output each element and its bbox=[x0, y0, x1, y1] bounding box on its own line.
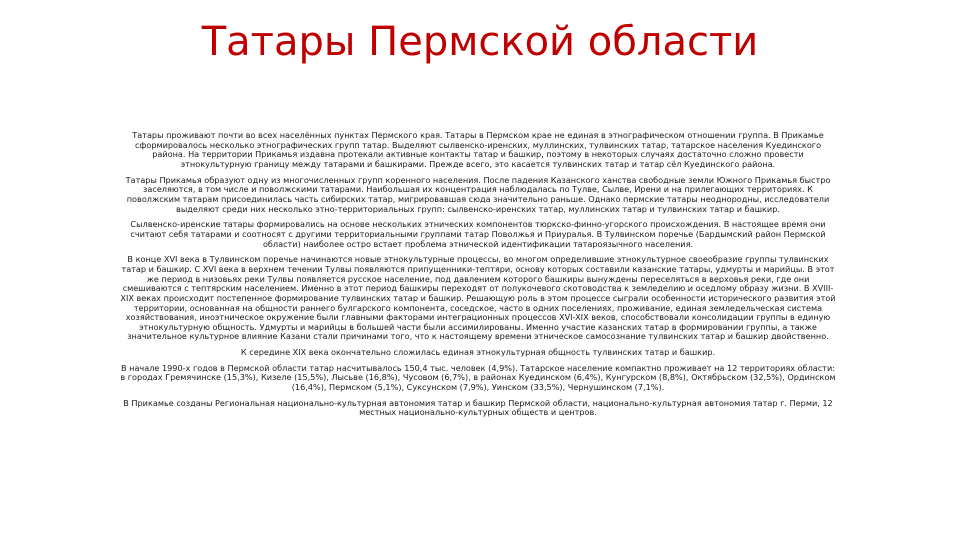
paragraph: В начале 1990-х годов в Пермской области татар насчитывалось 150,4 тыс. человек (4,9%). Татарское население компактно проживает на 12 территориях области: в городах Гремячинске (15,3%), Кизеле (15,5%), Лысьве (16,8%), Чусовом (6,7%), в районах Куединском (6,4%), Кунгурском (8,8%), Октябрьском (32,5%), Ординском (16,4%), Пермском (5,1%), Суксунском (7,9%), Уинском (33,5%), Чернушинском (7,1%). bbox=[120, 362, 836, 393]
page-title: Татары Пермской области bbox=[201, 19, 759, 65]
paragraph: Татары Прикамья образуют одну из многочисленных групп коренного населения. После падения Казанского ханства свободные земли Южного Прикамья быстро заселяются, в том числе и поволжскими татарами. Наибольшая их концентрация наблюдалась по Тулве, Сылве, Ирени и на прилегающих территориях. К поволжским татарам присоединилась часть сибирских татар, мигрировавшая сюда значительно раньше. Однако пермские татары неоднородны, исследователи выделяют среди них несколько этно-территориальных групп: сылвенско-иренских татар, муллинских татар и тулвинских татар и башкир. bbox=[125, 174, 831, 214]
paragraph: В конце XVI века в Тулвинском поречье начинаются новые этнокультурные процессы, во многом определившие этнокультурное своеобразие группы тулвинских татар и башкир. С XVI века в верхнем течении Тулвы появляются припущенники-тептяри, основу которых составили казанские татары, удмурты и марийцы. В этот же период в низовьях реки Тулвы появляется русское население, под давлением которого башкиры вынуждены переселяться в верховья реки, где они смешиваются с тептярским населением. Именно в этот период башкиры переходят от полукочевого скотоводства к земледелию и оседлому образу жизни. В XVIII-XIX веках происходит постепенное формирование тулвинских татар и башкир. Решающую роль в этом процессе сыграли особенности исторического развития этой территории, основанная на общности раннего булгарского компонента, соседское, часто в одних поселениях, проживание, единая земледельческая система хозяйствования, иноэтническое окружение были главными факторами интеграционных процессов XVI-XIX веков, способствовали консолидации группы в единую этнокультурную общность. Удмурты и марийцы в большей части были ассимилированы. Именно участие казанских татар в формировании группы, а также значительное культурное влияние Казани стали причинами того, что к настоящему времени этническое самосознание тулвинских татар и башкир двойственно. bbox=[120, 254, 836, 342]
paragraph: Сылвенско-иренские татары формировались на основе нескольких этнических компонентов тюркско-финно-угорского происхождения. В настоящее время они считают себя татарами и соотносят с другими территориальными группами татар Поволжья и Приуралья. В Тулвинском поречье (Бардымский район Пермской области) наиболее остро встает проблема этнической идентификации татароязычного населения. bbox=[130, 219, 826, 249]
body-text bbox=[118, 131, 838, 418]
paragraph: Татары проживают почти во всех населённых пунктах Пермского края. Татары в Пермском крае не единая в этнографическом отношении группа. В Прикамье сформировалось несколько этнографических групп татар. Выделяют сылвенско-иренских, муллинских, тулвинских татар, татарское населения Куединского района. На территории Прикамья издавна протекали активные контакты татар и башкир, поэтому в некоторых случаях достаточно сложно провести этнокультурную границу между татарами и башкирами. Прежде всего, это касается тулвинских татар и татар сёл Куединского района. bbox=[132, 130, 824, 169]
paragraph: В Прикамье созданы Региональная национально-культурная автономия татар и башкир Пермской области, национально-культурная автономия татар г. Перми, 12 местных национально-культурных обществ и центров. bbox=[123, 397, 833, 418]
paragraph: К середине XIX века окончательно сложилась единая этнокультурная общность тулвинских татар и башкир. bbox=[240, 347, 716, 358]
